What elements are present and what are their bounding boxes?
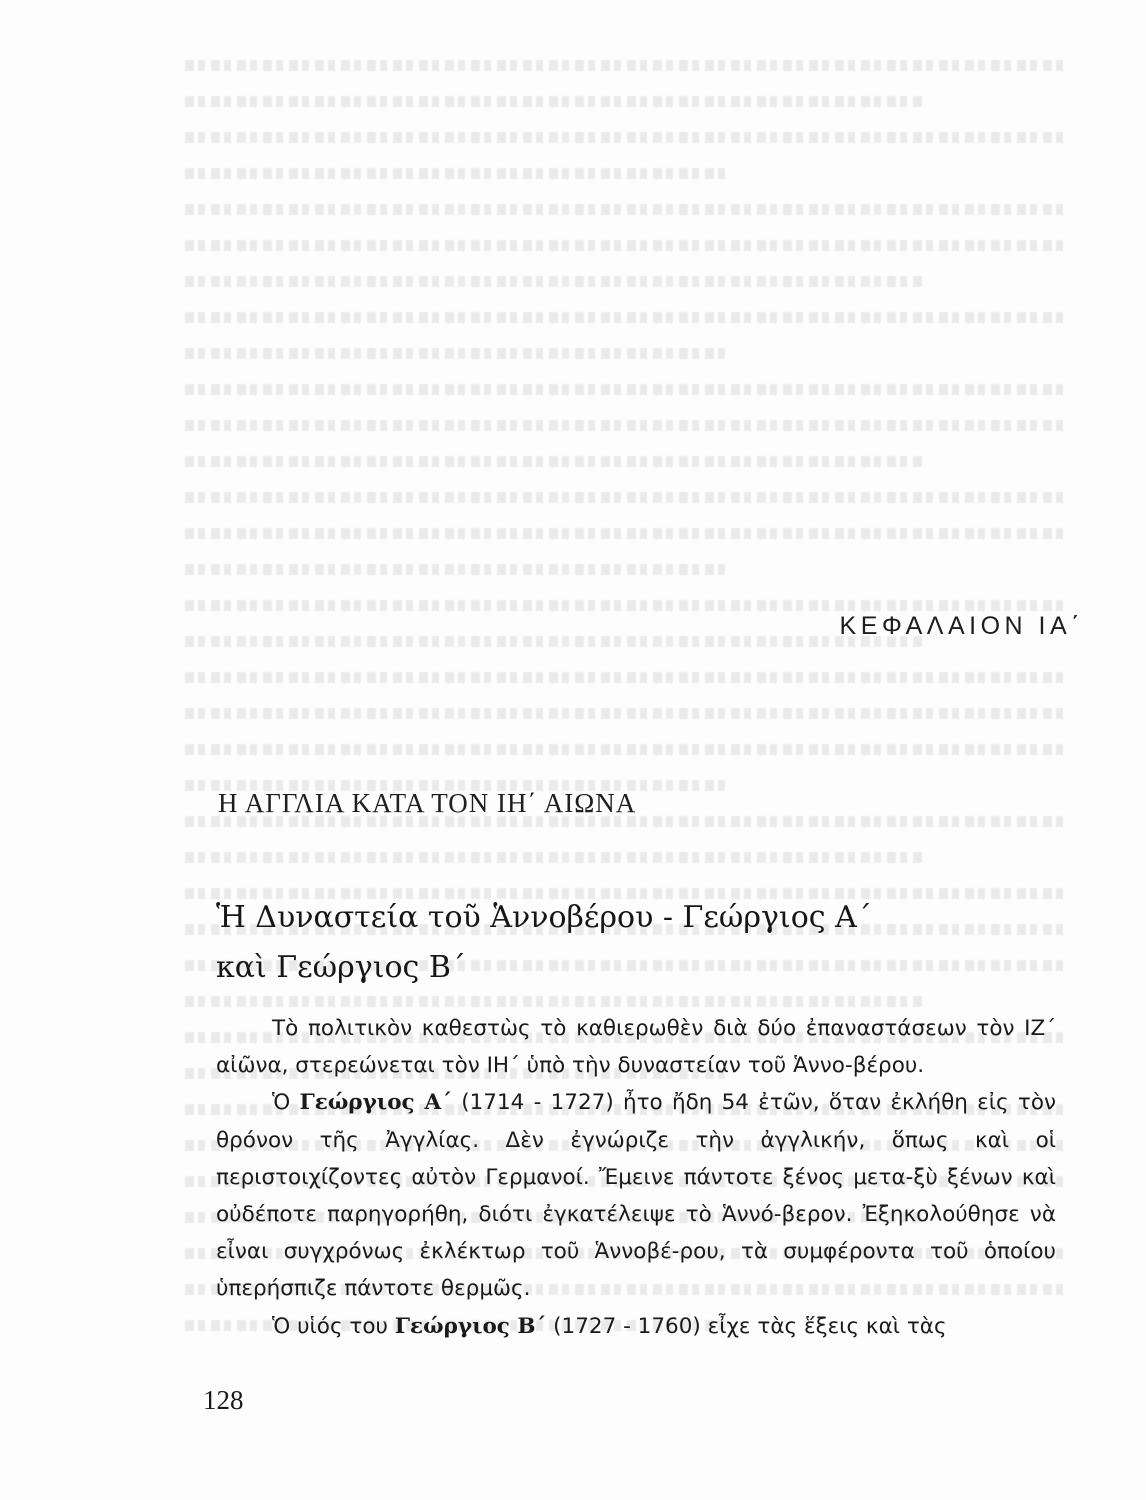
paragraph-2-name: Γεώργιος Α΄ — [299, 1090, 452, 1116]
paragraph-3-text: (1727 - 1760) εἶχε τὰς ἕξεις καὶ τὰς — [546, 1313, 947, 1339]
paragraph-2-text: (1714 - 1727) ἦτο ἤδη 54 ἐτῶν, ὅταν ἐκλήθη εἰς τὸν θρόνον τῆς Ἀγγλίας. Δὲν ἐγνώριζε τὴν ἀγγλικήν, ὅπως καὶ οἱ περιστοιχίζοντες αὐτὸν Γερμανοί. Ἔμεινε πάντοτε ξένος μετα-ξὺ ξένων καὶ οὐδέποτε παρηγορήθη, διότι ἐγκατέλειψε τὸ Ἁννό-βερον. Ἐξηκολούθησε νὰ εἶναι συγχρόνως ἐκλέκτωρ τοῦ Ἁννοβέ-ρου, τὰ συμφέροντα τοῦ ὁποίου ὑπερήσπιζε πάντοτε θερμῶς. — [216, 1090, 1056, 1302]
paragraph-3-prefix: Ὁ υἱός του — [272, 1313, 395, 1339]
paragraph-2-prefix: Ὁ — [272, 1090, 300, 1116]
paragraph-3-name: Γεώργιος Β΄ — [394, 1313, 547, 1339]
paragraph-1: Τὸ πολιτικὸν καθεστὼς τὸ καθιερωθὲν διὰ δύο ἐπαναστάσεων τὸν ΙΖ΄ αἰῶνα, στερεώνεται τὸν ΙΗ΄ ὑπὸ τὴν δυναστείαν τοῦ Ἁννο-βέρου. — [216, 1016, 1056, 1079]
body-text — [216, 1010, 1056, 1345]
paragraph-3 — [216, 1308, 1056, 1345]
chapter-heading: ΚΕΦΑΛΑΙΟΝ ΙΑ΄ — [839, 612, 1084, 640]
subsection-title-line2: καὶ Γεώργιος Β΄ — [216, 950, 466, 985]
paragraph-2 — [216, 1084, 1056, 1307]
section-title: Η ΑΓΓΛΙΑ ΚΑΤΑ ΤΟΝ ΙΗ΄ ΑΙΩΝΑ — [218, 788, 637, 818]
page-number: 128 — [203, 1385, 244, 1415]
subsection-title — [216, 893, 1056, 993]
subsection-title-line1: Ἡ Δυναστεία τοῦ Ἁννοβέρου - Γεώργιος Α΄ — [216, 900, 872, 935]
